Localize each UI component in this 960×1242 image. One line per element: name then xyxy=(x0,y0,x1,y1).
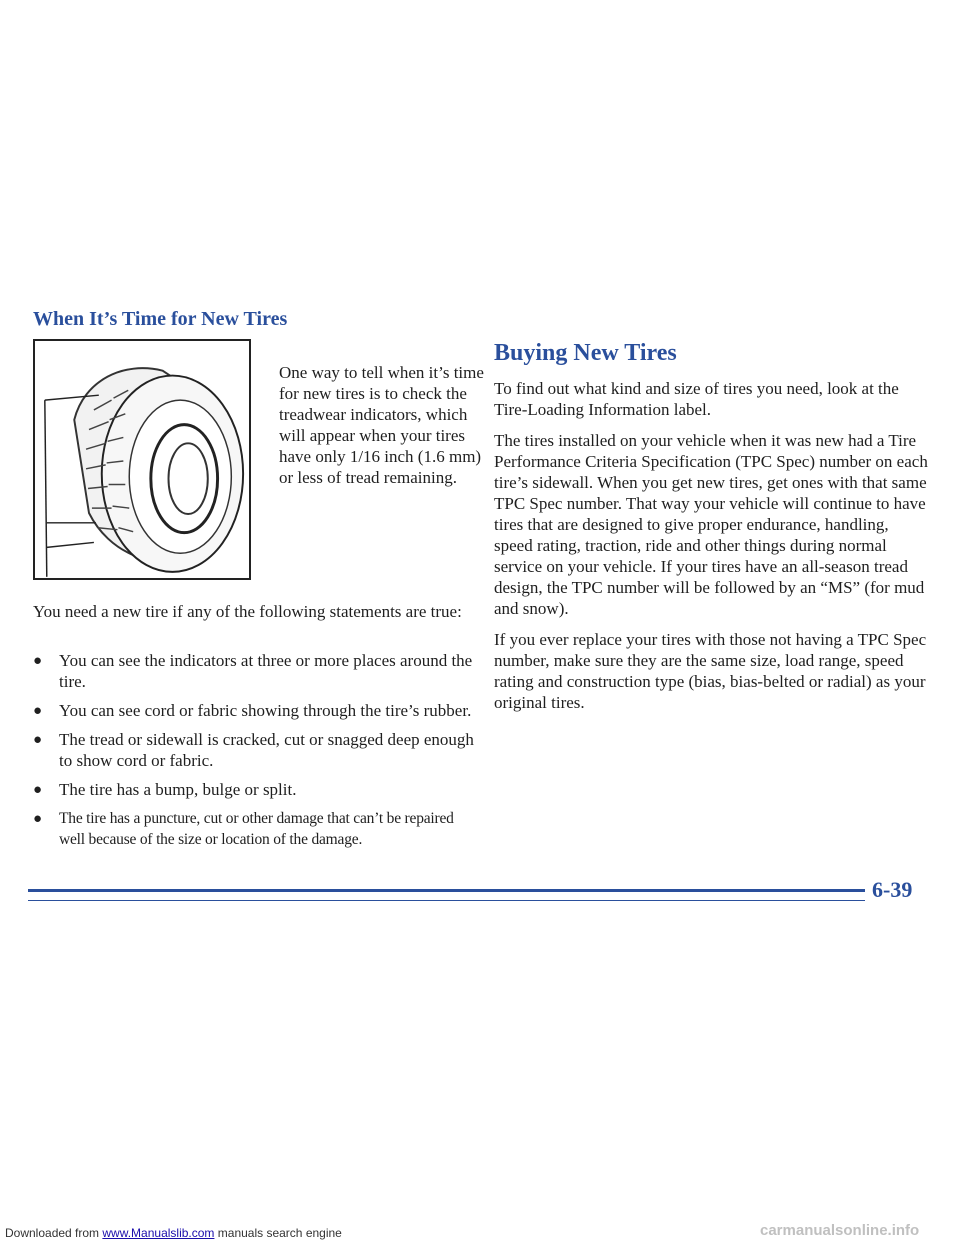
bullet-icon: ● xyxy=(33,732,43,748)
paragraph: The tires installed on your vehicle when it was new had a Tire Performance Criteria Specification (TPC Spec) number on each tire’s sidewall. When you get new tires, get ones with that same TPC Spec number. That way your vehicle will continue to have tires that are designed to give proper endurance, handling, speed rating, traction, ride and other things during normal service on your vehicle. If your tires have an all-season tread design, the TPC number will be followed by an “MS” (for mud and snow). xyxy=(494,431,928,618)
section-heading-new-tires: When It’s Time for New Tires xyxy=(33,308,288,330)
bullet-icon: ● xyxy=(33,782,43,798)
buying-tires-body xyxy=(494,378,929,723)
treadwear-indicator-text: One way to tell when it’s time for new tires is to check the treadwear indicators, which will appear when your tires have only 1/16 inch (1.6 mm) or less of tread remaining. xyxy=(279,363,484,487)
tire-illustration xyxy=(33,339,251,580)
paragraph: If you ever replace your tires with those not having a TPC Spec number, make sure they are the same size, load range, speed rating and construction type (bias, bias-belted or radial) as your original tires. xyxy=(494,630,927,712)
section-heading-buying-tires: Buying New Tires xyxy=(494,340,677,366)
new-tire-intro: You need a new tire if any of the following statements are true: xyxy=(33,602,462,621)
manualslib-link[interactable]: www.Manualslib.com xyxy=(102,1226,215,1240)
paragraph: To find out what kind and size of tires you need, look at the Tire-Loading Information label. xyxy=(494,379,899,419)
list-item: ● You can see cord or fabric showing through the tire’s rubber. xyxy=(33,701,472,720)
new-tire-conditions-list xyxy=(33,650,483,858)
footer-rule xyxy=(28,889,865,892)
bullet-icon: ● xyxy=(33,703,43,719)
footer-rule-thin xyxy=(28,900,865,901)
download-source-line: Downloaded from www.Manualslib.com manuals search engine xyxy=(5,1226,342,1240)
list-item: ● You can see the indicators at three or more places around the tire. xyxy=(33,651,473,691)
list-item: ● The tread or sidewall is cracked, cut or snagged deep enough to show cord or fabric. xyxy=(33,730,474,770)
tire-drawing xyxy=(35,341,249,578)
page-number: 6-39 xyxy=(872,877,913,902)
bullet-icon: ● xyxy=(33,653,43,669)
list-item: ● The tire has a bump, bulge or split. xyxy=(33,780,297,799)
bullet-icon: ● xyxy=(33,811,42,827)
watermark: carmanualsonline.info xyxy=(760,1222,920,1239)
list-item: ● The tire has a puncture, cut or other damage that can’t be repaired well because of the size or location of the damage. xyxy=(33,810,454,848)
